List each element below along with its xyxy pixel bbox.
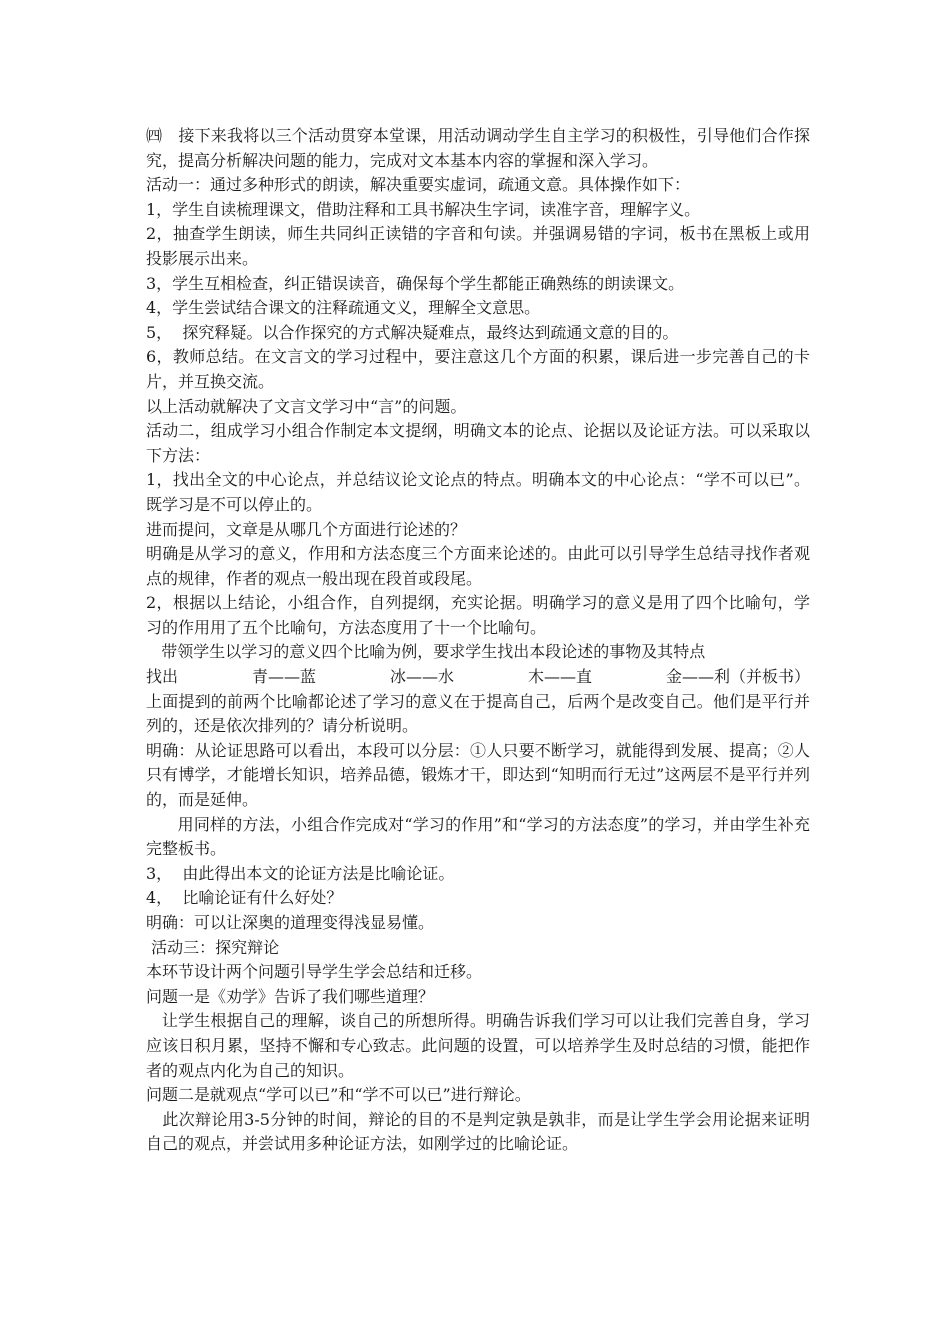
paragraph: ㈣ 接下来我将以三个活动贯穿本堂课，用活动调动学生自主学习的积极性，引导他们合作探究，提高分析解决问题的能力，完成对文本基本内容的掌握和深入学习。 xyxy=(146,126,810,170)
paragraph: 用同样的方法，小组合作完成对“学习的作用”和“学习的方法态度”的学习，并由学生补充完整板书。 xyxy=(146,814,811,859)
metaphor-pairs-row xyxy=(146,665,810,690)
paragraph: 带领学生以学习的意义四个比喻为例，要求学生找出本段论述的事物及其特点 xyxy=(146,642,706,662)
paragraph: 让学生根据自己的理解，谈自己的所想所得。明确告诉我们学习可以让我们完善自身，学习应该日积月累，坚持不懈和专心致志。此问题的设置，可以培养学生及时总结的习惯，能把作者的观点内化为自己的知识。 xyxy=(146,1011,810,1080)
document-body xyxy=(146,124,810,1157)
pairs-lead: 找出 xyxy=(146,667,179,687)
pair-item: 冰——水 xyxy=(389,667,454,687)
pair-item: 金——利（并板书） xyxy=(665,667,810,687)
paragraph: 5， 探究释疑。以合作探究的方式解决疑难点，最终达到疏通文意的目的。 xyxy=(146,322,679,342)
paragraph: 以上活动就解决了文言文学习中“言”的问题。 xyxy=(146,396,467,416)
paragraph: 问题二是就观点“学可以已”和“学不可以已”进行辩论。 xyxy=(146,1085,531,1105)
paragraph: 3， 由此得出本文的论证方法是比喻论证。 xyxy=(146,863,455,883)
paragraph: 4， 比喻论证有什么好处？ xyxy=(146,888,343,908)
paragraph: 1，学生自读梳理课文，借助注释和工具书解决生字词，读准字音，理解字义。 xyxy=(146,199,701,219)
paragraph: 上面提到的前两个比喻都论述了学习的意义在于提高自己，后两个是改变自己。他们是平行并列的，还是依次排列的？请分析说明。 xyxy=(146,691,810,736)
paragraph: 活动三：探究辩论 xyxy=(146,937,280,957)
paragraph: 问题一是《劝学》告诉了我们哪些道理？ xyxy=(146,986,435,1006)
paragraph: 本环节设计两个问题引导学生学会总结和迁移。 xyxy=(146,962,483,982)
paragraph: 进而提问，文章是从哪几个方面进行论述的？ xyxy=(146,519,467,539)
paragraph: 明确：可以让深奥的道理变得浅显易懂。 xyxy=(146,913,435,932)
paragraph: 2，根据以上结论，小组合作，自列提纲，充实论据。明确学习的意义是用了四个比喻句，学习的作用用了五个比喻句，方法态度用了十一个比喻句。 xyxy=(146,593,810,637)
paragraph: 活动二，组成学习小组合作制定本文提纲，明确文本的论点、论据以及论证方法。可以采取以下方法： xyxy=(146,421,810,465)
pair-item: 木——直 xyxy=(527,667,592,687)
paragraph: 1，找出全文的中心论点，并总结议论文论点的特点。明确本文的中心论点：“学不可以已”。既学习是不可以停止的。 xyxy=(146,470,810,514)
paragraph: 此次辩论用3-5分钟的时间，辩论的目的不是判定孰是孰非，而是让学生学会用论据来证明自己的观点，并尝试用多种论证方法，如刚学过的比喻论证。 xyxy=(146,1109,810,1154)
paragraph: 明确是从学习的意义，作用和方法态度三个方面来论述的。由此可以引导学生总结寻找作者观点的规律，作者的观点一般出现在段首或段尾。 xyxy=(146,544,810,588)
paragraph: 明确：从论证思路可以看出，本段可以分层：①人只要不断学习，就能得到发展、提高；②人只有博学，才能增长知识，培养品德，锻炼才干，即达到“知明而行无过”这两层不是平行并列的，而是延伸。 xyxy=(146,740,810,810)
paragraph: 4，学生尝试结合课文的注释疏通文义，理解全文意思。 xyxy=(146,298,541,318)
paragraph: 活动一：通过多种形式的朗读，解决重要实虚词，疏通文意。具体操作如下： xyxy=(146,175,691,195)
pair-item: 青——蓝 xyxy=(251,667,316,687)
paragraph: 6，教师总结。在文言文的学习过程中，要注意这几个方面的积累，课后进一步完善自己的卡片，并互换交流。 xyxy=(146,347,810,391)
paragraph: 3，学生互相检查，纠正错误读音，确保每个学生都能正确熟练的朗读课文。 xyxy=(146,273,685,293)
paragraph: 2，抽查学生朗读，师生共同纠正读错的字音和句读。并强调易错的字词，板书在黑板上或用投影展示出来。 xyxy=(146,224,810,268)
